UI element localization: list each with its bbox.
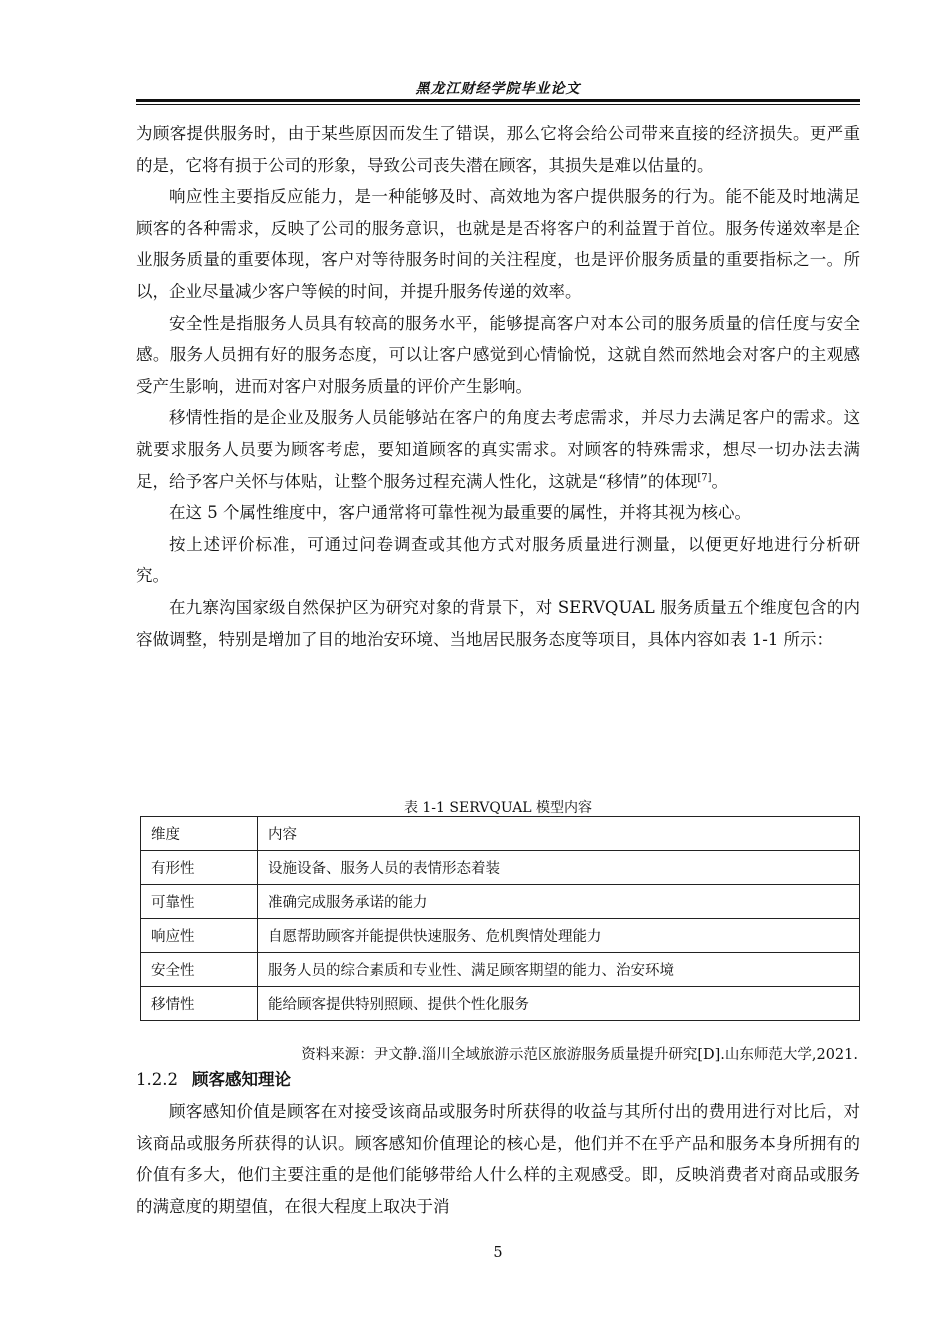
paragraph-measurement: 按上述评价标准，可通过问卷调查或其他方式对服务质量进行测量，以便更好地进行分析研究。 <box>136 534 860 586</box>
table-cell-content: 自愿帮助顾客并能提供快速服务、危机舆情处理能力 <box>258 919 860 953</box>
paragraph-reliability-core: 在这 5 个属性维度中，客户通常将可靠性视为最重要的属性，并将其视为核心。 <box>169 503 751 523</box>
page-number: 5 <box>493 1245 503 1261</box>
table-cell-dimension: 有形性 <box>141 851 258 885</box>
table-row <box>141 885 860 919</box>
table-cell-content: 准确完成服务承诺的能力 <box>258 885 860 919</box>
table-cell-dimension: 可靠性 <box>141 885 258 919</box>
table-row <box>141 987 860 1021</box>
table-header-cell: 内容 <box>258 817 860 851</box>
section-number: 1.2.2 <box>136 1070 178 1089</box>
section-body <box>136 1096 860 1222</box>
table-row <box>141 953 860 987</box>
paragraph-empathy-text: 移情性指的是企业及服务人员能够站在客户的角度去考虑需求，并尽力去满足客户的需求。这就要求服务人员要为顾客考虑，要知道顾客的真实需求。对顾客的特殊需求，想尽一切办法去满足，给予客户关怀与体贴，让整个服务过程充满人性化，这就是“移情”的体现 <box>136 408 860 491</box>
table-cell-dimension: 响应性 <box>141 919 258 953</box>
table-row <box>141 919 860 953</box>
table-row <box>141 851 860 885</box>
table-caption: 表 1-1 SERVQUAL 模型内容 <box>403 800 593 816</box>
section-heading <box>136 1066 291 1090</box>
table-cell-content: 设施设备、服务人员的表情形态着装 <box>258 851 860 885</box>
citation-marker[interactable]: [7] <box>697 472 712 484</box>
table-header-row <box>141 817 860 851</box>
paragraph-jiuzhaigou: 在九寨沟国家级自然保护区为研究对象的背景下，对 SERVQUAL 服务质量五个维度包含的内容做调整，特别是增加了目的地治安环境、当地居民服务态度等项目，具体内容如表 1-1 所示： <box>136 597 860 649</box>
body-text <box>136 118 860 655</box>
paragraph-assurance: 安全性是指服务人员具有较高的服务水平，能够提高客户对本公司的服务质量的信任度与安全感。服务人员拥有好的服务态度，可以让客户感觉到心情愉悦，这就自然而然地会对客户的主观感受产生影响，进而对客户对服务质量的评价产生影响。 <box>136 313 860 396</box>
header-rule-thin <box>136 104 860 105</box>
table-cell-dimension: 移情性 <box>141 987 258 1021</box>
table-source-note: 资料来源：尹文静.淄川全域旅游示范区旅游服务质量提升研究[D].山东师范大学,2021. <box>301 1047 858 1063</box>
table-header-cell: 维度 <box>141 817 258 851</box>
header-rule <box>136 99 860 102</box>
paragraph-perceived-value: 顾客感知价值是顾客在对接受该商品或服务时所获得的收益与其所付出的费用进行对比后，对该商品或服务所获得的认识。顾客感知价值理论的核心是，他们并不在乎产品和服务本身所拥有的价值有多大，他们主要注重的是他们能够带给人什么样的主观感受。即，反映消费者对商品或服务的满意度的期望值，在很大程度上取决于消 <box>136 1102 860 1216</box>
running-header: 黑龙江财经学院毕业论文 <box>415 81 581 97</box>
paragraph-continuation: 为顾客提供服务时，由于某些原因而发生了错误，那么它将会给公司带来直接的经济损失。更严重的是，它将有损于公司的形象，导致公司丧失潜在顾客，其损失是难以估量的。 <box>136 124 860 175</box>
table-cell-content: 服务人员的综合素质和专业性、满足顾客期望的能力、治安环境 <box>258 953 860 987</box>
table-cell-content: 能给顾客提供特别照顾、提供个性化服务 <box>258 987 860 1021</box>
paragraph-responsiveness: 响应性主要指反应能力，是一种能够及时、高效地为客户提供服务的行为。能不能及时地满足顾客的各种需求，反映了公司的服务意识，也就是是否将客户的利益置于首位。服务传递效率是企业服务质量的重要体现，客户对等待服务时间的关注程度，也是评价服务质量的重要指标之一。所以，企业尽量减少客户等候的时间，并提升服务传递的效率。 <box>136 187 860 301</box>
table-cell-dimension: 安全性 <box>141 953 258 987</box>
paragraph-empathy <box>136 402 860 497</box>
servqual-table <box>140 816 860 1021</box>
section-title: 顾客感知理论 <box>191 1070 291 1089</box>
paragraph-empathy-tail: 。 <box>711 471 729 491</box>
